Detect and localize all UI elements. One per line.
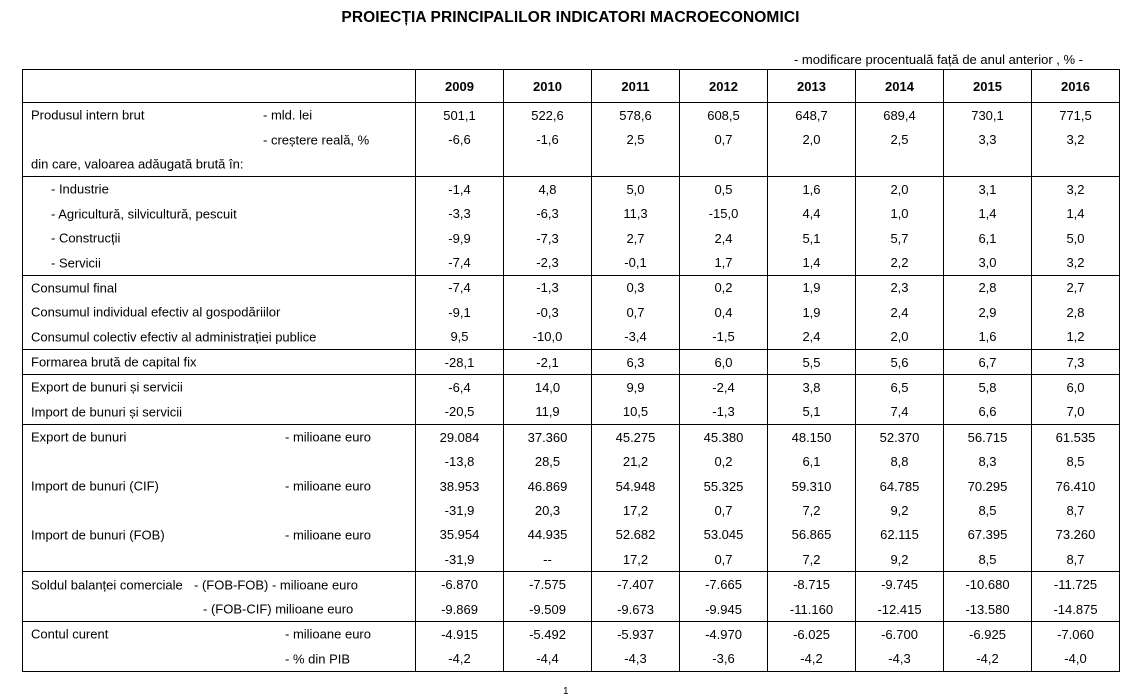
- value-cell: 3,1: [944, 177, 1032, 202]
- table-row: [23, 498, 1120, 522]
- value-cell: -13.580: [944, 597, 1032, 622]
- row-unit: - milioane euro: [285, 478, 371, 494]
- row-label-cell: [23, 523, 416, 547]
- value-cell: -11.160: [768, 597, 856, 622]
- value-cell: -7,4: [416, 250, 504, 275]
- value-cell: 5,1: [768, 226, 856, 250]
- value-cell: 648,7: [768, 103, 856, 128]
- value-cell: -4,2: [768, 647, 856, 672]
- value-cell: 0,7: [680, 127, 768, 151]
- value-cell: 59.310: [768, 474, 856, 498]
- value-cell: -6,4: [416, 375, 504, 400]
- page-number: 1: [563, 686, 569, 697]
- value-cell: -2,4: [680, 375, 768, 400]
- value-cell: 1,6: [944, 325, 1032, 350]
- value-cell: 0,3: [592, 275, 680, 300]
- value-cell: 9,5: [416, 325, 504, 350]
- value-cell: 578,6: [592, 103, 680, 128]
- value-cell: 3,2: [1032, 127, 1120, 151]
- value-cell: -4,4: [504, 647, 592, 672]
- value-cell: 5,0: [592, 177, 680, 202]
- table-row: [23, 177, 1120, 202]
- table-row: [23, 572, 1120, 597]
- value-cell: 64.785: [856, 474, 944, 498]
- value-cell: 9,2: [856, 547, 944, 572]
- value-cell: 2,3: [856, 275, 944, 300]
- row-unit: - milioane euro: [285, 527, 371, 543]
- value-cell: 5,8: [944, 375, 1032, 400]
- table-row: [23, 325, 1120, 350]
- value-cell: -1,3: [680, 400, 768, 425]
- value-cell: -12.415: [856, 597, 944, 622]
- value-cell: 28,5: [504, 449, 592, 473]
- value-cell: 11,9: [504, 400, 592, 425]
- value-cell: [856, 152, 944, 177]
- row-label-cell: [23, 375, 416, 400]
- value-cell: -1,6: [504, 127, 592, 151]
- value-cell: 29.084: [416, 425, 504, 450]
- value-cell: 3,2: [1032, 177, 1120, 202]
- value-cell: -31,9: [416, 547, 504, 572]
- table-row: [23, 449, 1120, 473]
- value-cell: 2,4: [856, 300, 944, 324]
- value-cell: -6.025: [768, 622, 856, 647]
- value-cell: 1,2: [1032, 325, 1120, 350]
- value-cell: 771,5: [1032, 103, 1120, 128]
- value-cell: -1,4: [416, 177, 504, 202]
- row-label-cell: [23, 449, 416, 473]
- row-label-cell: [23, 622, 416, 647]
- table-row: [23, 226, 1120, 250]
- row-label-cell: [23, 127, 416, 151]
- value-cell: 14,0: [504, 375, 592, 400]
- row-label-cell: [23, 425, 416, 450]
- value-cell: -5.937: [592, 622, 680, 647]
- row-label-cell: [23, 152, 416, 177]
- value-cell: 689,4: [856, 103, 944, 128]
- value-cell: 21,2: [592, 449, 680, 473]
- year-header: 2011: [592, 70, 680, 103]
- value-cell: 0,4: [680, 300, 768, 324]
- table-row: [23, 597, 1120, 622]
- row-label: - Industrie: [51, 181, 109, 197]
- document-title: PROIECȚIA PRINCIPALILOR INDICATORI MACROECONOMICI: [341, 9, 800, 26]
- value-cell: 0,2: [680, 449, 768, 473]
- value-cell: [416, 152, 504, 177]
- row-label-cell: [23, 325, 416, 350]
- value-cell: -7.665: [680, 572, 768, 597]
- value-cell: -9,1: [416, 300, 504, 324]
- value-cell: 0,7: [680, 547, 768, 572]
- value-cell: 2,0: [856, 177, 944, 202]
- value-cell: 6,1: [768, 449, 856, 473]
- value-cell: 2,8: [944, 275, 1032, 300]
- header-row: [23, 70, 1120, 103]
- row-label-cell: [23, 647, 416, 672]
- value-cell: 8,3: [944, 449, 1032, 473]
- value-cell: 38.953: [416, 474, 504, 498]
- value-cell: 76.410: [1032, 474, 1120, 498]
- row-unit: - mld. lei: [263, 107, 313, 123]
- value-cell: 5,6: [856, 349, 944, 374]
- value-cell: 1,0: [856, 202, 944, 226]
- year-header: 2012: [680, 70, 768, 103]
- row-label-cell: [23, 547, 416, 572]
- value-cell: 8,8: [856, 449, 944, 473]
- value-cell: 55.325: [680, 474, 768, 498]
- value-cell: 6,6: [944, 400, 1032, 425]
- table-row: [23, 547, 1120, 572]
- value-cell: 5,5: [768, 349, 856, 374]
- table-row: [23, 425, 1120, 450]
- value-cell: -2,3: [504, 250, 592, 275]
- header-label-cell: [23, 70, 416, 103]
- value-cell: -1,3: [504, 275, 592, 300]
- value-cell: -6.925: [944, 622, 1032, 647]
- value-cell: 6,5: [856, 375, 944, 400]
- value-cell: 8,5: [1032, 449, 1120, 473]
- row-label: Export de bunuri și servicii: [31, 379, 183, 395]
- value-cell: -9.509: [504, 597, 592, 622]
- row-label-cell: [23, 400, 416, 425]
- value-cell: 70.295: [944, 474, 1032, 498]
- row-unit: - (FOB-FOB) - milioane euro: [194, 577, 358, 593]
- value-cell: -0,3: [504, 300, 592, 324]
- value-cell: 61.535: [1032, 425, 1120, 450]
- row-unit: - milioane euro: [285, 626, 371, 642]
- value-cell: [504, 152, 592, 177]
- value-cell: -7.407: [592, 572, 680, 597]
- year-header: 2010: [504, 70, 592, 103]
- value-cell: 522,6: [504, 103, 592, 128]
- table-row: [23, 275, 1120, 300]
- value-cell: 54.948: [592, 474, 680, 498]
- value-cell: 2,8: [1032, 300, 1120, 324]
- macroeconomic-indicators-table: [22, 69, 1120, 672]
- year-header: 2013: [768, 70, 856, 103]
- value-cell: -6,6: [416, 127, 504, 151]
- value-cell: 730,1: [944, 103, 1032, 128]
- value-cell: 8,7: [1032, 547, 1120, 572]
- value-cell: 7,0: [1032, 400, 1120, 425]
- value-cell: 6,0: [1032, 375, 1120, 400]
- year-header: 2016: [1032, 70, 1120, 103]
- value-cell: --: [504, 547, 592, 572]
- row-label: Consumul individual efectiv al gospodăriilor: [31, 304, 281, 320]
- value-cell: -9.673: [592, 597, 680, 622]
- table-row: [23, 647, 1120, 672]
- value-cell: -7.575: [504, 572, 592, 597]
- value-cell: 17,2: [592, 498, 680, 522]
- value-cell: [768, 152, 856, 177]
- value-cell: 48.150: [768, 425, 856, 450]
- value-cell: [1032, 152, 1120, 177]
- table-row: [23, 300, 1120, 324]
- row-label: Import de bunuri și servicii: [31, 404, 182, 420]
- row-label: Produsul intern brut: [31, 107, 145, 123]
- value-cell: -9.745: [856, 572, 944, 597]
- value-cell: 8,5: [944, 498, 1032, 522]
- row-label: din care, valoarea adăugată brută în:: [31, 156, 244, 172]
- value-cell: -7,3: [504, 226, 592, 250]
- table-row: [23, 202, 1120, 226]
- value-cell: 17,2: [592, 547, 680, 572]
- value-cell: 9,9: [592, 375, 680, 400]
- value-cell: 3,8: [768, 375, 856, 400]
- table-row: [23, 622, 1120, 647]
- value-cell: 1,4: [1032, 202, 1120, 226]
- value-cell: 6,0: [680, 349, 768, 374]
- value-cell: -31,9: [416, 498, 504, 522]
- value-cell: 2,7: [1032, 275, 1120, 300]
- value-cell: 5,7: [856, 226, 944, 250]
- row-label-cell: [23, 474, 416, 498]
- value-cell: 6,7: [944, 349, 1032, 374]
- table-row: [23, 375, 1120, 400]
- value-cell: -14.875: [1032, 597, 1120, 622]
- value-cell: 2,0: [768, 127, 856, 151]
- value-cell: 2,7: [592, 226, 680, 250]
- value-cell: 3,2: [1032, 250, 1120, 275]
- value-cell: 2,5: [592, 127, 680, 151]
- value-cell: 2,0: [856, 325, 944, 350]
- value-cell: -20,5: [416, 400, 504, 425]
- row-label: Formarea brută de capital fix: [31, 354, 197, 370]
- value-cell: 4,4: [768, 202, 856, 226]
- value-cell: -3,4: [592, 325, 680, 350]
- value-cell: 5,1: [768, 400, 856, 425]
- row-label-cell: [23, 177, 416, 202]
- year-header: 2014: [856, 70, 944, 103]
- value-cell: 8,5: [944, 547, 1032, 572]
- row-unit: - milioane euro: [285, 429, 371, 445]
- table-row: [23, 349, 1120, 374]
- year-header: 2015: [944, 70, 1032, 103]
- value-cell: 2,9: [944, 300, 1032, 324]
- value-cell: -9,9: [416, 226, 504, 250]
- value-cell: -10,0: [504, 325, 592, 350]
- value-cell: 3,3: [944, 127, 1032, 151]
- value-cell: 9,2: [856, 498, 944, 522]
- value-cell: -4,3: [592, 647, 680, 672]
- value-cell: 45.275: [592, 425, 680, 450]
- value-cell: 7,4: [856, 400, 944, 425]
- value-cell: 52.682: [592, 523, 680, 547]
- value-cell: 7,2: [768, 498, 856, 522]
- value-cell: 20,3: [504, 498, 592, 522]
- value-cell: -9.945: [680, 597, 768, 622]
- row-label: Consumul final: [31, 280, 117, 296]
- value-cell: 0,2: [680, 275, 768, 300]
- value-cell: 0,7: [680, 498, 768, 522]
- value-cell: -4,2: [944, 647, 1032, 672]
- value-cell: 2,4: [680, 226, 768, 250]
- row-label: - Servicii: [51, 255, 101, 271]
- table-row: [23, 400, 1120, 425]
- value-cell: 46.869: [504, 474, 592, 498]
- row-label: Import de bunuri (CIF): [31, 478, 159, 494]
- value-cell: -4.915: [416, 622, 504, 647]
- value-cell: -7.060: [1032, 622, 1120, 647]
- row-label-cell: [23, 103, 416, 128]
- value-cell: [680, 152, 768, 177]
- value-cell: 1,4: [944, 202, 1032, 226]
- value-cell: 608,5: [680, 103, 768, 128]
- value-cell: 56.865: [768, 523, 856, 547]
- row-unit: - (FOB-CIF) milioane euro: [203, 601, 354, 617]
- value-cell: 0,5: [680, 177, 768, 202]
- value-cell: -10.680: [944, 572, 1032, 597]
- value-cell: -11.725: [1032, 572, 1120, 597]
- value-cell: 62.115: [856, 523, 944, 547]
- row-label-cell: [23, 275, 416, 300]
- value-cell: 0,7: [592, 300, 680, 324]
- value-cell: -4.970: [680, 622, 768, 647]
- row-unit: - creștere reală, %: [263, 132, 370, 148]
- value-cell: 1,6: [768, 177, 856, 202]
- row-label: Soldul balanței comerciale: [31, 577, 183, 593]
- row-label: Contul curent: [31, 626, 109, 642]
- table-row: [23, 474, 1120, 498]
- row-label: Import de bunuri (FOB): [31, 527, 165, 543]
- row-label-cell: [23, 498, 416, 522]
- value-cell: 2,4: [768, 325, 856, 350]
- row-label: Export de bunuri: [31, 429, 127, 445]
- row-label-cell: [23, 349, 416, 374]
- value-cell: 3,0: [944, 250, 1032, 275]
- value-cell: [592, 152, 680, 177]
- value-cell: 1,9: [768, 275, 856, 300]
- row-unit: - % din PIB: [285, 651, 351, 667]
- value-cell: -6.700: [856, 622, 944, 647]
- value-cell: 10,5: [592, 400, 680, 425]
- value-cell: 2,5: [856, 127, 944, 151]
- value-cell: -9.869: [416, 597, 504, 622]
- value-cell: 4,8: [504, 177, 592, 202]
- row-label-cell: [23, 300, 416, 324]
- value-cell: 8,7: [1032, 498, 1120, 522]
- value-cell: -8.715: [768, 572, 856, 597]
- value-cell: -3,3: [416, 202, 504, 226]
- value-cell: -4,3: [856, 647, 944, 672]
- table-row: [23, 250, 1120, 275]
- value-cell: [944, 152, 1032, 177]
- value-cell: 2,2: [856, 250, 944, 275]
- value-cell: -4,0: [1032, 647, 1120, 672]
- value-cell: -7,4: [416, 275, 504, 300]
- value-cell: 501,1: [416, 103, 504, 128]
- value-cell: 67.395: [944, 523, 1032, 547]
- value-cell: -1,5: [680, 325, 768, 350]
- value-cell: 5,0: [1032, 226, 1120, 250]
- row-label-cell: [23, 250, 416, 275]
- value-cell: 73.260: [1032, 523, 1120, 547]
- value-cell: 7,2: [768, 547, 856, 572]
- row-label: - Construcții: [51, 230, 121, 246]
- value-cell: 1,4: [768, 250, 856, 275]
- value-cell: -2,1: [504, 349, 592, 374]
- table-row: [23, 523, 1120, 547]
- year-header: 2009: [416, 70, 504, 103]
- value-cell: 37.360: [504, 425, 592, 450]
- value-cell: -13,8: [416, 449, 504, 473]
- row-label: Consumul colectiv efectiv al administrației publice: [31, 329, 317, 345]
- value-cell: 35.954: [416, 523, 504, 547]
- value-cell: 11,3: [592, 202, 680, 226]
- value-cell: -0,1: [592, 250, 680, 275]
- table-subtitle: - modificare procentuală față de anul anterior , % -: [793, 52, 1083, 67]
- value-cell: 1,7: [680, 250, 768, 275]
- table-row: [23, 152, 1120, 177]
- table-row: [23, 127, 1120, 151]
- row-label-cell: [23, 572, 416, 597]
- value-cell: -15,0: [680, 202, 768, 226]
- value-cell: 44.935: [504, 523, 592, 547]
- row-label-cell: [23, 202, 416, 226]
- row-label: - Agricultură, silvicultură, pescuit: [51, 206, 237, 222]
- value-cell: 53.045: [680, 523, 768, 547]
- value-cell: -28,1: [416, 349, 504, 374]
- table-row: [23, 103, 1120, 128]
- value-cell: -6,3: [504, 202, 592, 226]
- row-label-cell: [23, 597, 416, 622]
- value-cell: 6,3: [592, 349, 680, 374]
- value-cell: -6.870: [416, 572, 504, 597]
- value-cell: -3,6: [680, 647, 768, 672]
- value-cell: 7,3: [1032, 349, 1120, 374]
- value-cell: -5.492: [504, 622, 592, 647]
- value-cell: 6,1: [944, 226, 1032, 250]
- value-cell: 1,9: [768, 300, 856, 324]
- value-cell: -4,2: [416, 647, 504, 672]
- row-label-cell: [23, 226, 416, 250]
- value-cell: 52.370: [856, 425, 944, 450]
- value-cell: 45.380: [680, 425, 768, 450]
- value-cell: 56.715: [944, 425, 1032, 450]
